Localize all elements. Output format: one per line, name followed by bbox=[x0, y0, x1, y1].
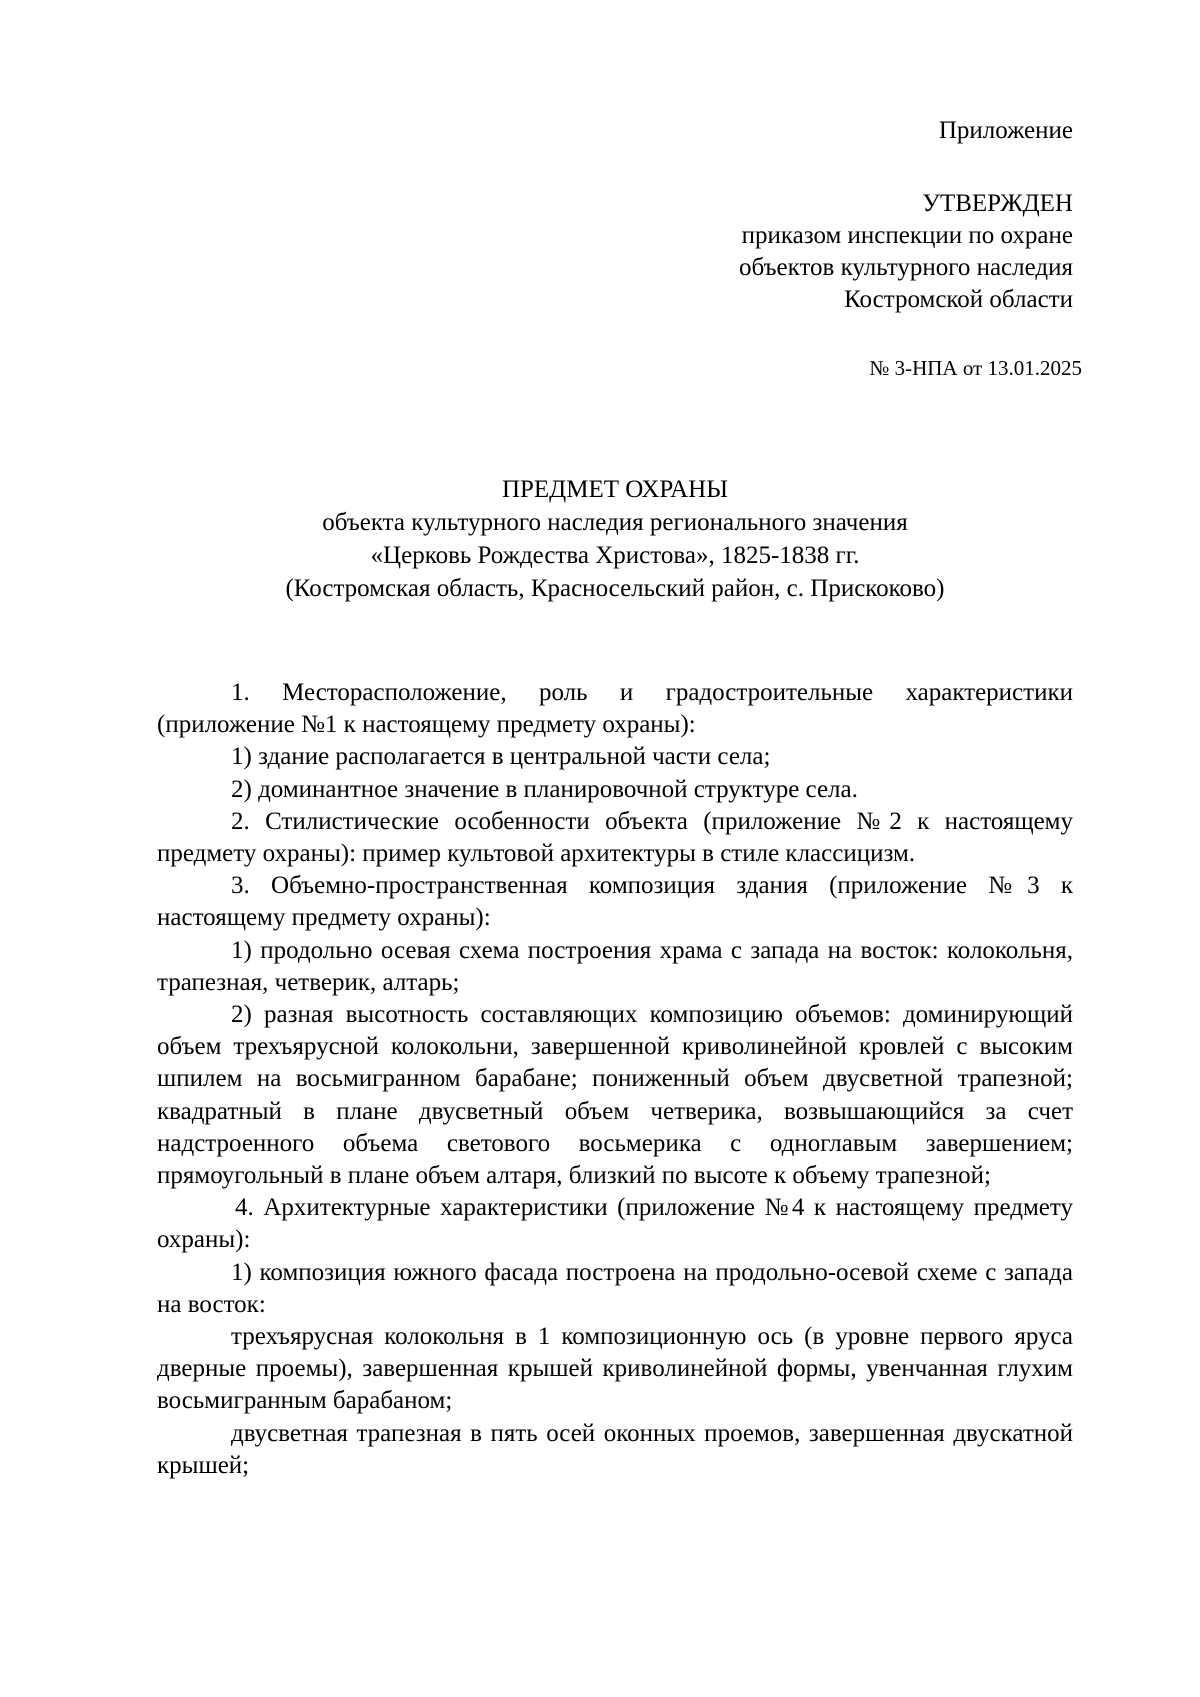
document-body bbox=[157, 677, 1073, 1482]
approval-block bbox=[739, 188, 1073, 316]
paragraph-4: 4. Архитектурные характеристики (приложение №4 к настоящему предмету охраны): bbox=[157, 1194, 1073, 1254]
paragraph-1: 1. Месторасположение, роль и градостроительные характеристики (приложение №1 к настоящему предмету охраны): bbox=[157, 679, 1073, 739]
paragraph-2: 2. Стилистические особенности объекта (приложение №2 к настоящему предмету охраны): пример культовой архитектуры в стиле классицизм. bbox=[157, 807, 1073, 868]
paragraph-1-item-2: 2) доминантное значение в планировочной структуре села. bbox=[231, 775, 858, 803]
order-number: № 3-НПА от 13.01.2025 bbox=[869, 356, 1082, 380]
paragraph-3-item-2: 2) разная высотность составляющих композицию объемов: доминирующий объем трехъярусной колокольни, завершенной криволинейной кровлей с высоким шпилем на восьмигранном барабане; пониженный объем двусветной трапезной; квадратный в плане двусветный объем четверика, возвышающийся за счет надстроенного объема светового восьмерика с одноглавым завершением; прямоугольный в плане объем алтаря, близкий по высоте к объему трапезной; bbox=[157, 1001, 1073, 1190]
paragraph-4-refectory: двусветная трапезная в пять осей оконных проемов, завершенная двускатной крышей; bbox=[157, 1419, 1073, 1479]
approved-line-2: объектов культурного наследия bbox=[739, 254, 1073, 281]
paragraph-4-bell-tower: трехъярусная колокольня в 1 композиционную ось (в уровне первого яруса дверные проемы), завершенная крышей криволинейной формы, увенчанная глухим восьмигранным барабаном; bbox=[157, 1323, 1073, 1415]
paragraph-3: 3. Объемно-пространственная композиция здания (приложение №3 к настоящему предмету охраны): bbox=[157, 872, 1073, 932]
title-line-2: «Церковь Рождества Христова», 1825-1838 гг. bbox=[370, 542, 860, 569]
paragraph-1-item-1: 1) здание располагается в центральной части села; bbox=[231, 743, 771, 771]
title-line-1: объекта культурного наследия регионального значения bbox=[322, 509, 908, 536]
title-line-3: (Костромская область, Красносельский район, с. Прискоково) bbox=[285, 575, 945, 602]
paragraph-4-item-1: 1) композиция южного фасада построена на продольно-осевой схеме с запада на восток: bbox=[157, 1258, 1073, 1318]
approved-line-1: приказом инспекции по охране bbox=[741, 222, 1073, 249]
appendix-label bbox=[939, 115, 1073, 147]
paragraph-3-item-1: 1) продольно осевая схема построения храма с запада на восток: колокольня, трапезная, четверик, алтарь; bbox=[157, 936, 1073, 996]
approved-heading: УТВЕРЖДЕН bbox=[922, 190, 1073, 217]
document-title-block bbox=[157, 473, 1073, 605]
approved-line-3: Костромской области bbox=[844, 286, 1073, 313]
document-title: ПРЕДМЕТ ОХРАНЫ bbox=[501, 476, 729, 503]
appendix-text: Приложение bbox=[938, 117, 1073, 144]
